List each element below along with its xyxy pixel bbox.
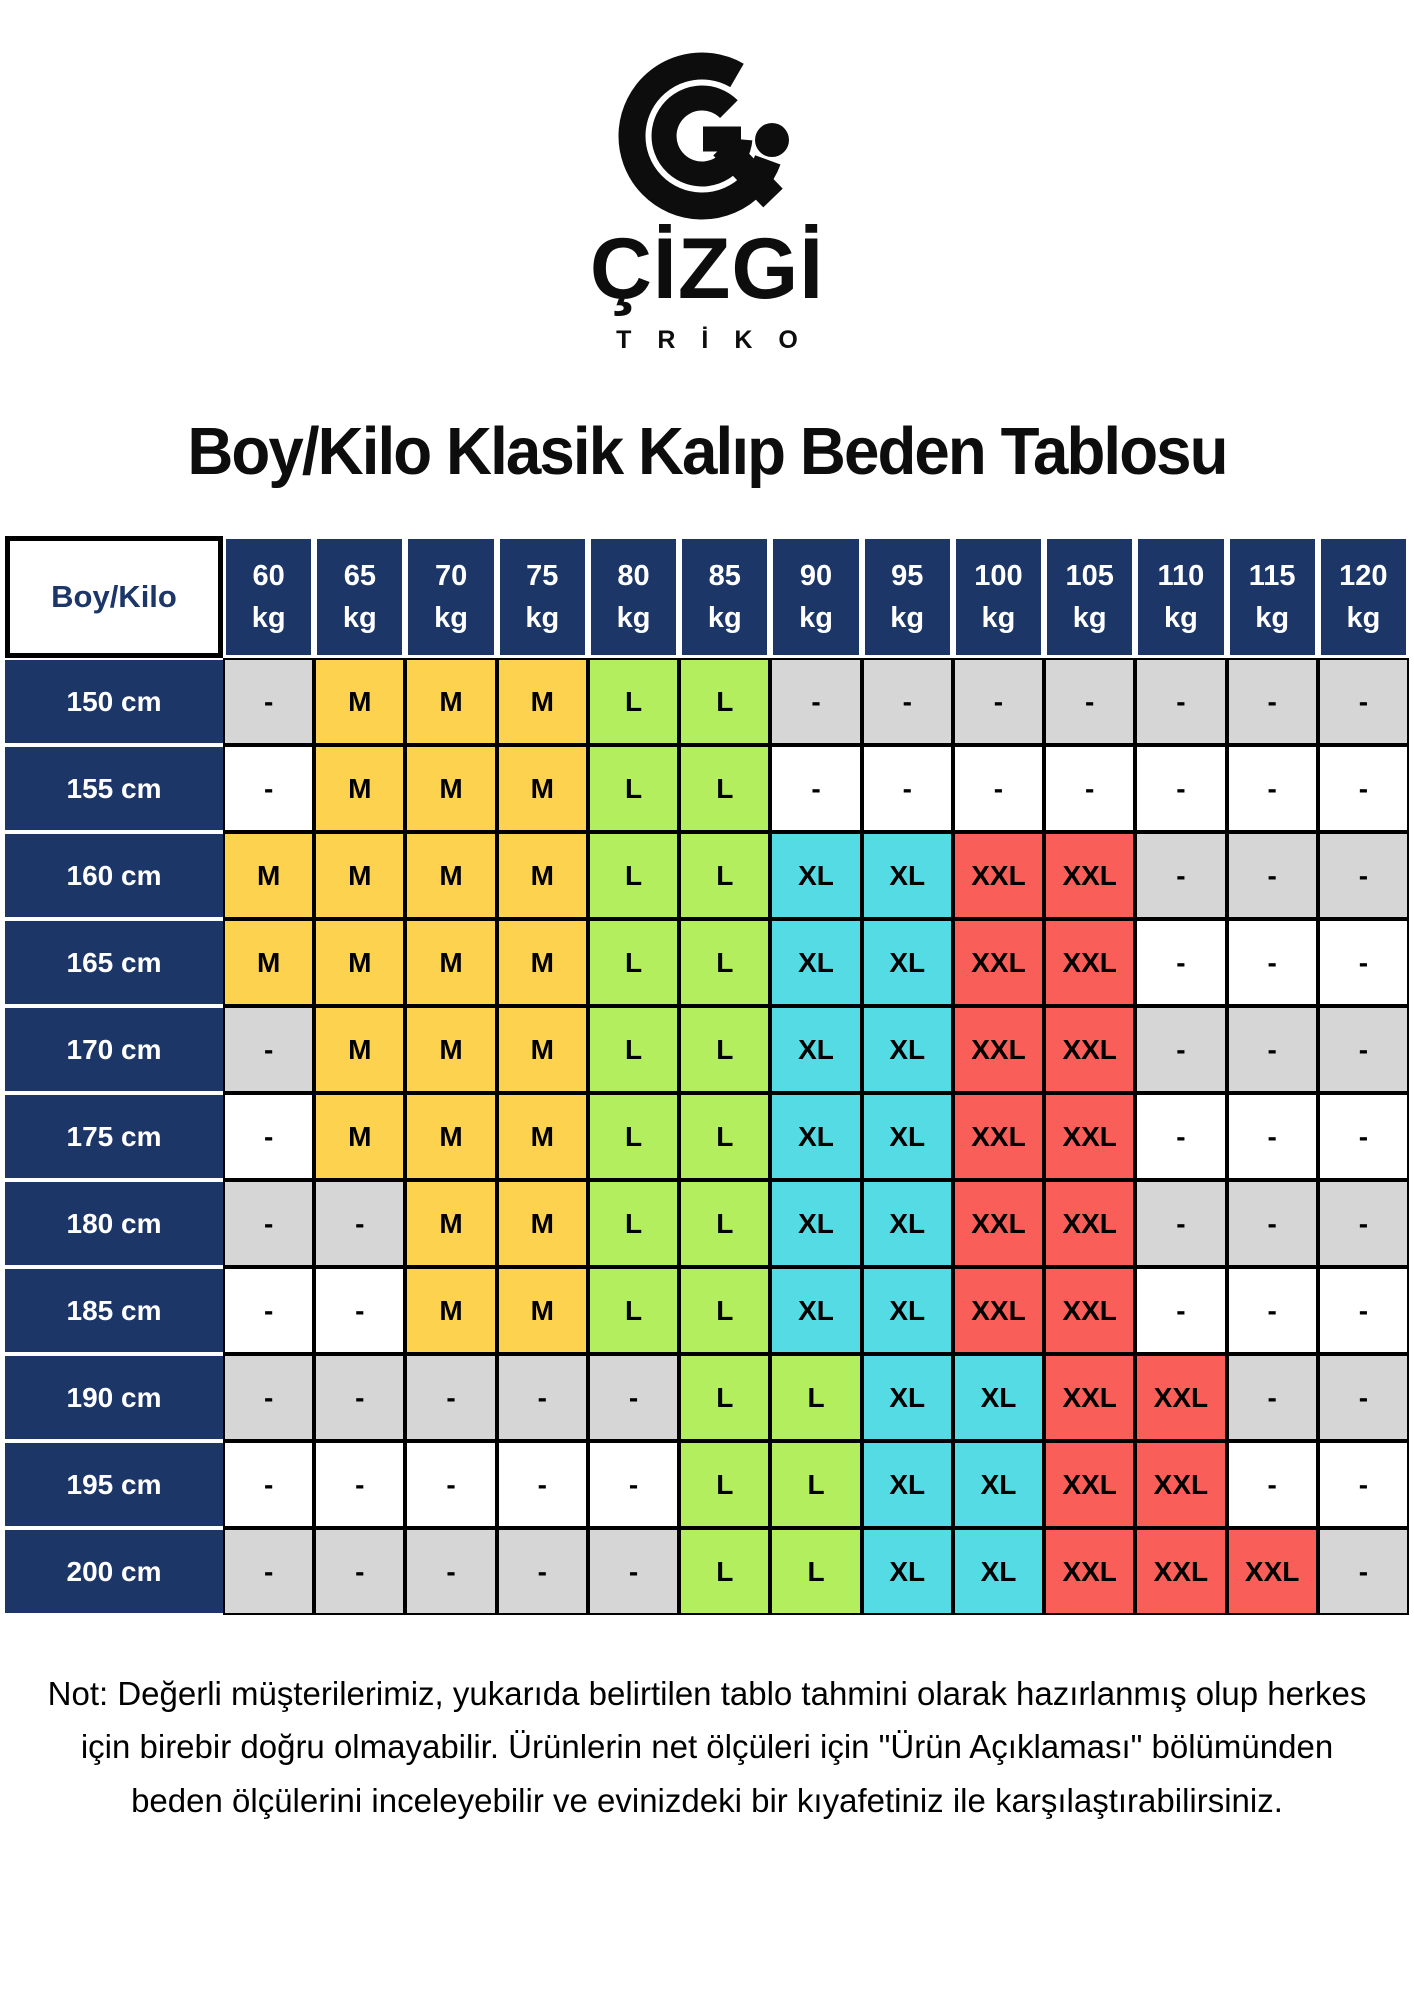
size-cell: - xyxy=(314,1267,405,1354)
size-cell: - xyxy=(953,745,1044,832)
size-cell: XXL xyxy=(1044,1180,1135,1267)
size-cell: - xyxy=(1318,919,1409,1006)
size-cell: XXL xyxy=(1044,1006,1135,1093)
size-cell: - xyxy=(1227,832,1318,919)
size-cell: - xyxy=(223,745,314,832)
weight-header-cell: 110 kg xyxy=(1135,536,1226,658)
size-cell: L xyxy=(770,1528,861,1615)
size-cell: - xyxy=(862,658,953,745)
size-cell: XL xyxy=(770,1006,861,1093)
page-title: Boy/Kilo Klasik Kalıp Beden Tablosu xyxy=(187,414,1227,489)
size-cell: XXL xyxy=(953,832,1044,919)
size-cell: M xyxy=(405,1180,496,1267)
size-cell: - xyxy=(1044,658,1135,745)
size-cell: L xyxy=(588,1006,679,1093)
size-cell: - xyxy=(1227,1441,1318,1528)
size-cell: L xyxy=(679,1267,770,1354)
weight-header-cell: 95 kg xyxy=(862,536,953,658)
size-cell: M xyxy=(314,745,405,832)
weight-header-cell: 65 kg xyxy=(314,536,405,658)
size-cell: XL xyxy=(862,1267,953,1354)
height-header-cell: 160 cm xyxy=(5,832,223,919)
size-cell: - xyxy=(770,658,861,745)
size-cell: - xyxy=(588,1354,679,1441)
size-cell: XXL xyxy=(1044,1441,1135,1528)
size-cell: XXL xyxy=(1135,1354,1226,1441)
size-cell: XXL xyxy=(1044,1528,1135,1615)
size-cell: XL xyxy=(770,919,861,1006)
size-cell: M xyxy=(314,832,405,919)
size-cell: - xyxy=(1135,1180,1226,1267)
size-cell: - xyxy=(1318,658,1409,745)
size-cell: - xyxy=(1135,919,1226,1006)
footer-note: Not: Değerli müşterilerimiz, yukarıda belirtilen tablo tahmini olarak hazırlanmış olup herkes için birebir doğru olmayabilir. Ürünlerin net ölçüleri için "Ürün Açıklaması" bölümünden beden ölçülerini inceleyebilir ve evinizdeki bir kıyafetiniz ile karşılaştırabilirsiniz. xyxy=(47,1675,1367,1819)
size-cell: XL xyxy=(862,1006,953,1093)
size-cell: L xyxy=(588,1180,679,1267)
size-cell: M xyxy=(314,919,405,1006)
size-cell: - xyxy=(497,1528,588,1615)
size-cell: - xyxy=(223,1006,314,1093)
size-cell: M xyxy=(223,919,314,1006)
size-cell: M xyxy=(405,1267,496,1354)
size-cell: XL xyxy=(862,919,953,1006)
size-cell: - xyxy=(1227,658,1318,745)
size-cell: M xyxy=(405,1093,496,1180)
size-cell: XL xyxy=(862,1354,953,1441)
size-cell: - xyxy=(588,1528,679,1615)
size-cell: XXL xyxy=(953,1006,1044,1093)
size-cell: M xyxy=(497,919,588,1006)
size-cell: XL xyxy=(862,1441,953,1528)
height-header-cell: 175 cm xyxy=(5,1093,223,1180)
size-cell: XXL xyxy=(1227,1528,1318,1615)
size-cell: - xyxy=(223,1093,314,1180)
cizgi-monogram-icon xyxy=(607,36,807,232)
size-cell: M xyxy=(497,745,588,832)
weight-header-cell: 115 kg xyxy=(1227,536,1318,658)
height-header-cell: 165 cm xyxy=(5,919,223,1006)
size-cell: M xyxy=(314,1093,405,1180)
size-cell: XXL xyxy=(1135,1528,1226,1615)
weight-header-cell: 90 kg xyxy=(770,536,861,658)
size-cell: M xyxy=(497,658,588,745)
size-cell: XXL xyxy=(953,1267,1044,1354)
size-cell: - xyxy=(1318,832,1409,919)
size-cell: - xyxy=(953,658,1044,745)
size-cell: XL xyxy=(770,832,861,919)
size-cell: L xyxy=(679,1528,770,1615)
size-cell: XXL xyxy=(1044,919,1135,1006)
weight-header-cell: 85 kg xyxy=(679,536,770,658)
height-header-cell: 185 cm xyxy=(5,1267,223,1354)
height-header-cell: 200 cm xyxy=(5,1528,223,1615)
weight-header-cell: 70 kg xyxy=(405,536,496,658)
size-cell: - xyxy=(1227,1093,1318,1180)
size-cell: L xyxy=(770,1354,861,1441)
brand-sub-name: TRİKO xyxy=(616,326,824,354)
size-cell: XXL xyxy=(1044,1267,1135,1354)
size-cell: - xyxy=(314,1528,405,1615)
size-cell: M xyxy=(314,658,405,745)
size-cell: - xyxy=(1135,1093,1226,1180)
weight-header-cell: 80 kg xyxy=(588,536,679,658)
size-cell: XL xyxy=(770,1267,861,1354)
size-cell: XXL xyxy=(953,1093,1044,1180)
size-cell: XL xyxy=(862,1093,953,1180)
size-cell: M xyxy=(497,1180,588,1267)
size-cell: - xyxy=(223,1267,314,1354)
size-cell: - xyxy=(223,658,314,745)
size-cell: - xyxy=(1318,745,1409,832)
height-header-cell: 190 cm xyxy=(5,1354,223,1441)
size-cell: M xyxy=(405,745,496,832)
table-corner-label: Boy/Kilo xyxy=(5,536,223,658)
size-cell: L xyxy=(770,1441,861,1528)
size-cell: XXL xyxy=(953,919,1044,1006)
size-cell: - xyxy=(1135,1267,1226,1354)
size-cell: - xyxy=(588,1441,679,1528)
size-cell: XL xyxy=(862,1528,953,1615)
size-cell: - xyxy=(223,1528,314,1615)
size-cell: XXL xyxy=(1044,1354,1135,1441)
size-cell: - xyxy=(1044,745,1135,832)
size-cell: - xyxy=(1135,745,1226,832)
size-cell: XL xyxy=(953,1441,1044,1528)
size-cell: XL xyxy=(770,1180,861,1267)
size-cell: L xyxy=(588,745,679,832)
size-cell: M xyxy=(497,1267,588,1354)
size-cell: M xyxy=(497,1093,588,1180)
size-cell: - xyxy=(405,1441,496,1528)
size-cell: - xyxy=(1227,1354,1318,1441)
size-cell: - xyxy=(223,1354,314,1441)
height-header-cell: 195 cm xyxy=(5,1441,223,1528)
size-cell: M xyxy=(497,832,588,919)
size-cell: XXL xyxy=(953,1180,1044,1267)
size-cell: - xyxy=(1318,1441,1409,1528)
size-cell: - xyxy=(223,1180,314,1267)
size-cell: - xyxy=(1318,1006,1409,1093)
size-cell: M xyxy=(405,919,496,1006)
size-cell: - xyxy=(1318,1528,1409,1615)
size-cell: XL xyxy=(953,1354,1044,1441)
height-header-cell: 155 cm xyxy=(5,745,223,832)
size-cell: L xyxy=(679,1441,770,1528)
size-cell: L xyxy=(588,1267,679,1354)
size-cell: - xyxy=(770,745,861,832)
size-cell: XL xyxy=(862,1180,953,1267)
size-cell: M xyxy=(405,1006,496,1093)
size-cell: XL xyxy=(862,832,953,919)
size-cell: - xyxy=(223,1441,314,1528)
size-cell: L xyxy=(679,832,770,919)
size-cell: - xyxy=(405,1354,496,1441)
size-cell: L xyxy=(588,832,679,919)
size-cell: - xyxy=(1227,919,1318,1006)
size-cell: M xyxy=(223,832,314,919)
size-cell: M xyxy=(405,832,496,919)
size-cell: - xyxy=(1318,1354,1409,1441)
weight-header-cell: 75 kg xyxy=(497,536,588,658)
brand-name: ÇİZGİ xyxy=(589,221,825,317)
size-cell: - xyxy=(862,745,953,832)
size-cell: - xyxy=(1318,1267,1409,1354)
size-cell: L xyxy=(588,1093,679,1180)
size-cell: - xyxy=(1318,1180,1409,1267)
size-cell: M xyxy=(314,1006,405,1093)
height-header-cell: 170 cm xyxy=(5,1006,223,1093)
size-cell: M xyxy=(497,1006,588,1093)
size-cell: XL xyxy=(953,1528,1044,1615)
size-cell: L xyxy=(679,658,770,745)
size-cell: L xyxy=(679,1180,770,1267)
size-cell: XXL xyxy=(1135,1441,1226,1528)
size-cell: L xyxy=(588,658,679,745)
size-cell: L xyxy=(679,745,770,832)
size-cell: XXL xyxy=(1044,832,1135,919)
weight-header-cell: 100 kg xyxy=(953,536,1044,658)
size-cell: L xyxy=(679,1354,770,1441)
weight-header-cell: 105 kg xyxy=(1044,536,1135,658)
size-cell: - xyxy=(1135,832,1226,919)
size-cell: L xyxy=(679,1093,770,1180)
size-cell: - xyxy=(1227,745,1318,832)
size-cell: - xyxy=(1227,1006,1318,1093)
height-header-cell: 150 cm xyxy=(5,658,223,745)
size-cell: - xyxy=(405,1528,496,1615)
size-cell: - xyxy=(314,1354,405,1441)
size-cell: M xyxy=(405,658,496,745)
size-cell: - xyxy=(1227,1180,1318,1267)
size-cell: XXL xyxy=(1044,1093,1135,1180)
size-cell: - xyxy=(314,1180,405,1267)
height-header-cell: 180 cm xyxy=(5,1180,223,1267)
brand-logo xyxy=(0,0,1414,355)
size-cell: L xyxy=(679,919,770,1006)
size-cell: - xyxy=(497,1354,588,1441)
size-cell: - xyxy=(1227,1267,1318,1354)
size-cell: - xyxy=(1318,1093,1409,1180)
size-cell: - xyxy=(1135,1006,1226,1093)
size-cell: - xyxy=(1135,658,1226,745)
size-cell: XL xyxy=(770,1093,861,1180)
weight-header-cell: 60 kg xyxy=(223,536,314,658)
size-cell: L xyxy=(679,1006,770,1093)
weight-header-cell: 120 kg xyxy=(1318,536,1409,658)
size-table xyxy=(5,536,1409,1615)
size-cell: L xyxy=(588,919,679,1006)
size-cell: - xyxy=(314,1441,405,1528)
size-cell: - xyxy=(497,1441,588,1528)
